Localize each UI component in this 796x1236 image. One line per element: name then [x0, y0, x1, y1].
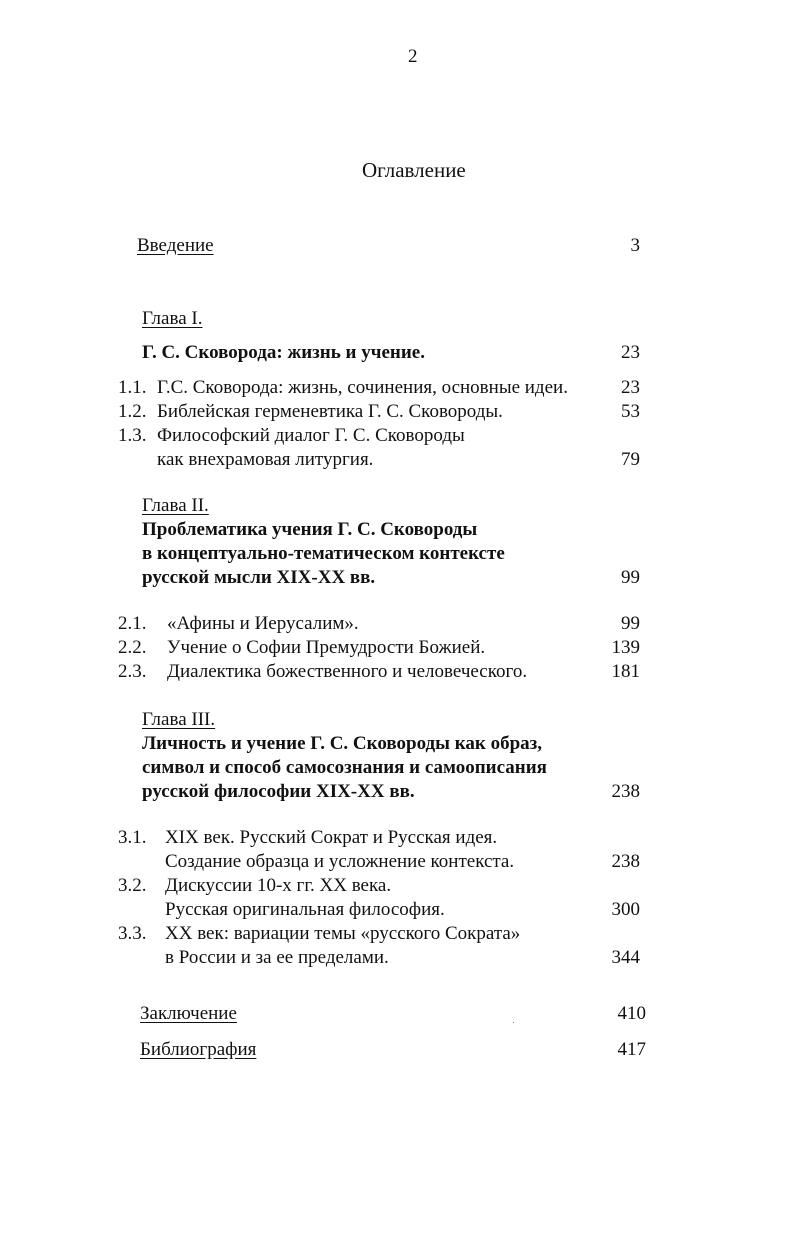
- toc-section-2-2-number: 2.2.: [118, 637, 147, 658]
- toc-conclusion-page: 410: [617, 1003, 646, 1024]
- scan-speck: [513, 1022, 514, 1023]
- page-title: Оглавление: [362, 158, 466, 182]
- toc-chapter-2-heading-line-1[interactable]: Проблематика учения Г. С. Сковороды: [142, 519, 478, 540]
- toc-chapter-2-heading-line-3[interactable]: русской мысли XIX-XX вв.: [142, 567, 376, 588]
- toc-section-3-2-number: 3.2.: [118, 875, 147, 896]
- toc-section-1-1-title[interactable]: Г.С. Сковорода: жизнь, сочинения, основные идеи.: [157, 377, 568, 398]
- toc-section-2-2-title[interactable]: Учение о Софии Премудрости Божией.: [167, 637, 486, 658]
- toc-section-1-3-page: 79: [621, 449, 640, 470]
- toc-section-3-1-title-line-2[interactable]: Создание образца и усложнение контекста.: [165, 851, 515, 872]
- toc-section-1-3-number: 1.3.: [118, 425, 147, 446]
- toc-section-3-3-title-line-2[interactable]: в России и за ее пределами.: [165, 947, 389, 968]
- toc-section-3-2-title-line-2[interactable]: Русская оригинальная философия.: [165, 899, 445, 920]
- toc-chapter-2-page: 99: [621, 567, 640, 588]
- toc-section-2-1-title[interactable]: «Афины и Иерусалим».: [167, 613, 359, 634]
- toc-chapter-1-label[interactable]: Глава I.: [142, 308, 203, 329]
- toc-section-2-3-page: 181: [611, 661, 640, 682]
- toc-section-1-2-page: 53: [621, 401, 640, 422]
- toc-section-1-2-number: 1.2.: [118, 401, 147, 422]
- toc-chapter-3-page: 238: [611, 781, 640, 802]
- toc-section-2-2-page: 139: [611, 637, 640, 658]
- toc-section-1-2-title[interactable]: Библейская герменевтика Г. С. Сковороды.: [157, 401, 503, 422]
- toc-conclusion-link[interactable]: Заключение: [140, 1003, 237, 1024]
- toc-chapter-2-label[interactable]: Глава II.: [142, 495, 209, 516]
- toc-section-3-3-page: 344: [611, 947, 640, 968]
- toc-section-1-1-number: 1.1.: [118, 377, 147, 398]
- page-number: 2: [408, 46, 418, 67]
- toc-section-1-3-title[interactable]: Философский диалог Г. С. Сковороды: [157, 425, 465, 446]
- toc-chapter-3-label[interactable]: Глава III.: [142, 709, 216, 730]
- toc-section-2-3-number: 2.3.: [118, 661, 147, 682]
- toc-section-1-3-title-line-2[interactable]: как внехрамовая литургия.: [157, 449, 374, 470]
- toc-section-2-1-page: 99: [621, 613, 640, 634]
- toc-chapter-1-page: 23: [621, 342, 640, 363]
- toc-chapter-2-heading-line-2[interactable]: в концептуально-тематическом контексте: [142, 543, 505, 564]
- toc-section-2-3-title[interactable]: Диалектика божественного и человеческого.: [167, 661, 528, 682]
- toc-section-2-1-number: 2.1.: [118, 613, 147, 634]
- toc-chapter-3-heading-line-3[interactable]: русской философии XIX-XX вв.: [142, 781, 415, 802]
- toc-section-3-1-title[interactable]: XIX век. Русский Сократ и Русская идея.: [165, 827, 498, 848]
- toc-section-3-1-page: 238: [611, 851, 640, 872]
- toc-section-3-3-title[interactable]: XX век: вариации темы «русского Сократа»: [165, 923, 521, 944]
- toc-intro-link[interactable]: Введение: [137, 235, 214, 256]
- toc-section-1-1-page: 23: [621, 377, 640, 398]
- toc-chapter-3-heading-line-1[interactable]: Личность и учение Г. С. Сковороды как образ,: [142, 733, 543, 754]
- toc-section-3-1-number: 3.1.: [118, 827, 147, 848]
- toc-section-3-3-number: 3.3.: [118, 923, 147, 944]
- toc-section-3-2-title[interactable]: Дискуссии 10-х гг. XX века.: [165, 875, 392, 896]
- toc-section-3-2-page: 300: [611, 899, 640, 920]
- toc-intro-page: 3: [630, 235, 640, 256]
- toc-chapter-3-heading-line-2[interactable]: символ и способ самосознания и самоописания: [142, 757, 547, 778]
- toc-chapter-1-heading[interactable]: Г. С. Сковорода: жизнь и учение.: [142, 342, 425, 363]
- toc-bibliography-link[interactable]: Библиография: [140, 1039, 257, 1060]
- toc-bibliography-page: 417: [617, 1039, 646, 1060]
